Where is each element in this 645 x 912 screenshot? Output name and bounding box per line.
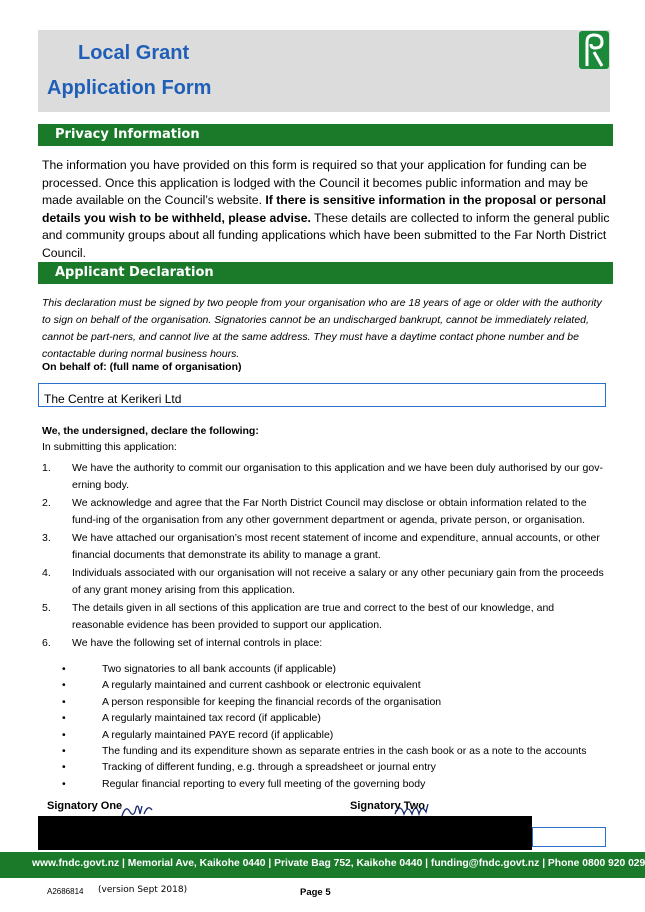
control-item: • A regularly maintained PAYE record (if applicable) [62, 727, 602, 743]
declare-label: We, the undersigned, declare the following: [42, 425, 259, 437]
bullet-icon: • [62, 728, 66, 741]
control-item: • A regularly maintained tax record (if applicable) [62, 710, 602, 726]
on-behalf-label: On behalf of: (full name of organisation) [42, 361, 242, 373]
declaration-item: 6. We have the following set of internal controls in place: [42, 637, 323, 649]
internal-controls-list [62, 661, 602, 792]
declaration-intro: This declaration must be signed by two people from your organisation who are 18 years of age or older with the authority to sign on behalf of the organisation. Signatories cannot be an undischarged bankrupt, cannot be immediately related, cannot be part-ners, and cannot live at the same address. They must have a daytime contact phone number and be contactable during normal business hours. [42, 297, 602, 360]
bullet-icon: • [62, 761, 66, 774]
bullet-icon: • [62, 777, 66, 790]
document-number: A2686814 [47, 887, 84, 896]
control-item: • A person responsible for keeping the financial records of the organisation [62, 694, 602, 710]
bullet-icon: • [62, 712, 66, 725]
declaration-section-header [38, 262, 613, 284]
footer-contact: www.fndc.govt.nz | Memorial Ave, Kaikohe 0440 | Private Bag 752, Kaikohe 0440 | funding@fndc.govt.nz | Phone 0800 920 029 [32, 858, 645, 869]
submitting-label: In submitting this application: [42, 441, 177, 453]
privacy-heading: Privacy Information [55, 127, 200, 142]
control-item: • A regularly maintained and current cashbook or electronic equivalent [62, 677, 602, 693]
privacy-section-header [38, 124, 613, 146]
bullet-icon: • [62, 679, 66, 692]
privacy-bold-note: If there is sensitive information in the proposal or personal details you wish to be withheld, please advise. [42, 193, 606, 225]
control-item: • Regular financial reporting to every full meeting of the governing body [62, 776, 602, 792]
footer-bar [0, 852, 645, 878]
declaration-heading: Applicant Declaration [55, 265, 214, 280]
organisation-name-field[interactable] [38, 383, 606, 407]
control-item: • Two signatories to all bank accounts (if applicable) [62, 661, 602, 677]
bullet-icon: • [62, 745, 66, 758]
declaration-item: 4. Individuals associated with our organisation will not receive a salary or any other pecuniary gain from the proceeds of any grant money arising from this application. [42, 567, 604, 596]
declaration-item: 2. We acknowledge and agree that the Far North District Council may disclose or obtain information related to the fund-ing of the organisation from any other government department or agenda, private person, or organisation. [42, 497, 587, 526]
bullet-icon: • [62, 695, 66, 708]
organisation-name-value: The Centre at Kerikeri Ltd [44, 392, 182, 406]
privacy-text: The information you have provided on this form is required so that your application for funding can be processed. Once this application is lodged with the Council it becomes public information and may be made available on the Council’s website. If there is sensitive information in the proposal or personal details you wish to be withheld, please advise. These details are collected to inform the general public and community groups about all funding applications which have been submitted to the Far North District Council. [42, 158, 610, 260]
version-label: (version Sept 2018) [98, 885, 188, 895]
declaration-item: 3. We have attached our organisation’s most recent statement of income and expenditure, annual accounts, or other financial documents that demonstrate its ability to manage a grant. [42, 532, 600, 561]
redacted-signature-area [38, 816, 532, 850]
form-title-line1: Local Grant [78, 42, 190, 64]
council-logo-icon [578, 30, 610, 70]
control-item: • Tracking of different funding, e.g. through a spreadsheet or journal entry [62, 759, 602, 775]
declaration-item: 5. The details given in all sections of this application are true and correct to the best of our knowledge, and reasonable evidence has been provided to support our application. [42, 602, 555, 631]
control-item: • The funding and its expenditure shown as separate entries in the cash book or as a note to the accounts [62, 743, 602, 759]
declaration-list [42, 460, 607, 654]
declaration-item: 1. We have the authority to commit our organisation to this application and we have been duly authorised by our gov-erning body. [42, 462, 603, 491]
signatory-two-field[interactable] [532, 827, 606, 847]
bullet-icon: • [62, 663, 66, 675]
page-number: Page 5 [300, 887, 331, 898]
signatory-one-label: Signatory One [47, 800, 123, 812]
form-title-line2: Application Form [47, 77, 212, 99]
signatory-two-label: Signatory Two [350, 800, 425, 812]
